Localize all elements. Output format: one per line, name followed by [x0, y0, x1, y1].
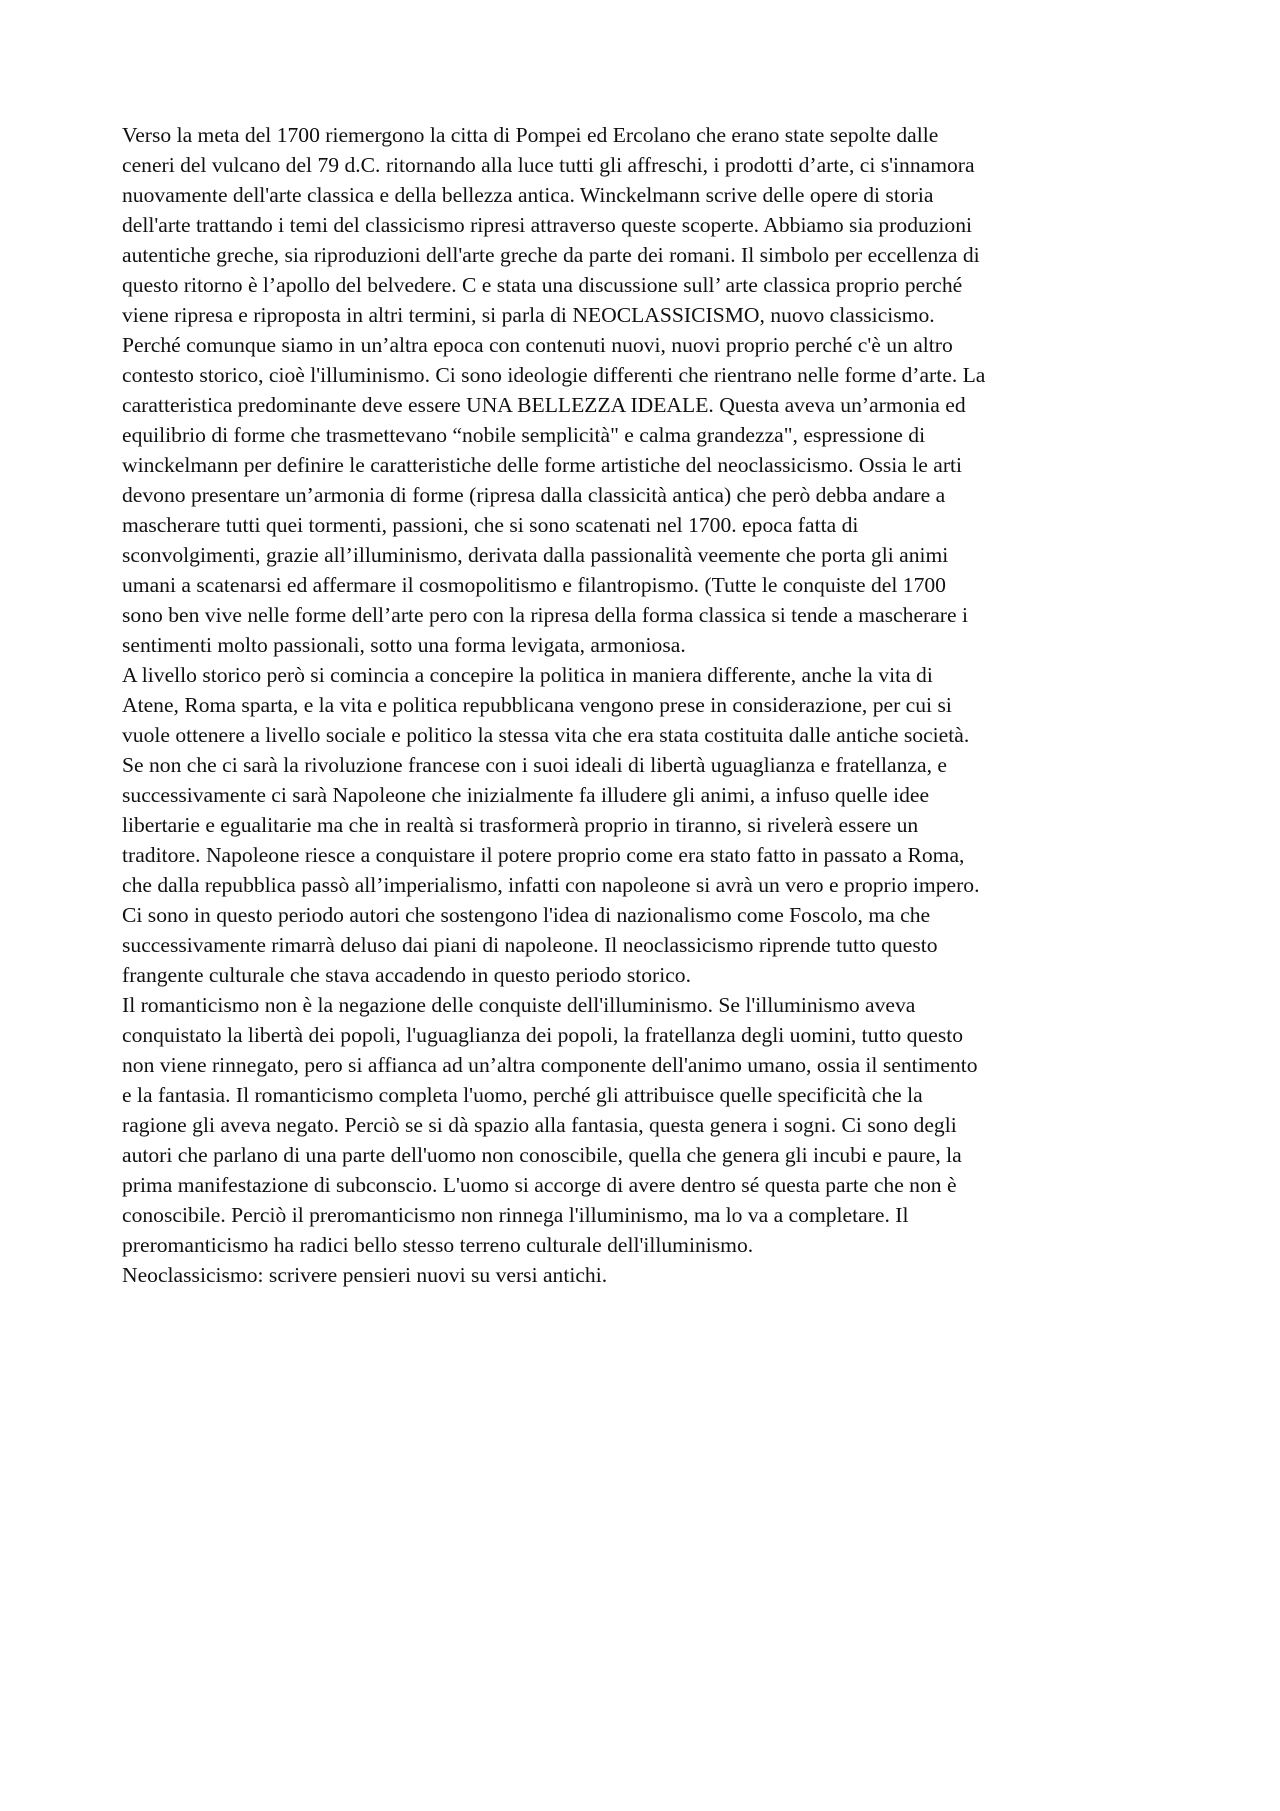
text-line: successivamente ci sarà Napoleone che inizialmente fa illudere gli animi, a infuso quelle idee — [122, 783, 930, 807]
text-line: e la fantasia. Il romanticismo completa l'uomo, perché gli attribuisce quelle specificità che la — [122, 1083, 923, 1107]
text-line: frangente culturale che stava accadendo in questo periodo storico. — [122, 963, 691, 987]
text-line: winckelmann per definire le caratteristiche delle forme artistiche del neoclassicismo. Ossia le arti — [122, 453, 963, 477]
text-line: Se non che ci sarà la rivoluzione francese con i suoi ideali di libertà uguaglianza e fratellanza, e — [122, 753, 947, 777]
text-line: Ci sono in questo periodo autori che sostengono l'idea di nazionalismo come Foscolo, ma che — [122, 903, 931, 927]
text-line: sconvolgimenti, grazie all’illuminismo, derivata dalla passionalità veemente che porta gli animi — [122, 543, 949, 567]
text-line: vuole ottenere a livello sociale e politico la stessa vita che era stata costituita dalle antiche società. — [122, 723, 970, 747]
text-line: sentimenti molto passionali, sotto una forma levigata, armoniosa. — [122, 633, 686, 657]
text-line: caratteristica predominante deve essere UNA BELLEZZA IDEALE. Questa aveva un’armonia ed — [122, 393, 966, 417]
text-line: umani a scatenarsi ed affermare il cosmopolitismo e filantropismo. (Tutte le conquiste del 1700 — [122, 573, 946, 597]
text-line: prima manifestazione di subconscio. L'uomo si accorge di avere dentro sé questa parte che non è — [122, 1173, 957, 1197]
text-line: Perché comunque siamo in un’altra epoca con contenuti nuovi, nuovi proprio perché c'è un altro — [122, 333, 953, 357]
text-line: Neoclassicismo: scrivere pensieri nuovi su versi antichi. — [122, 1263, 608, 1287]
text-line: autori che parlano di una parte dell'uomo non conoscibile, quella che genera gli incubi e paure, la — [122, 1143, 962, 1167]
text-line: equilibrio di forme che trasmettevano “nobile semplicità" e calma grandezza", espressione di — [122, 423, 926, 447]
text-line: libertarie e egualitarie ma che in realtà si trasformerà proprio in tiranno, si rivelerà essere un — [122, 813, 919, 837]
text-line: questo ritorno è l’apollo del belvedere. C e stata una discussione sull’ arte classica proprio perché — [122, 273, 963, 297]
text-line: devono presentare un’armonia di forme (ripresa dalla classicità antica) che però debba andare a — [122, 483, 946, 507]
text-line: sono ben vive nelle forme dell’arte pero con la ripresa della forma classica si tende a mascherare i — [122, 603, 968, 627]
text-line: conquistato la libertà dei popoli, l'uguaglianza dei popoli, la fratellanza degli uomini, tutto questo — [122, 1023, 964, 1047]
text-line: Il romanticismo non è la negazione delle conquiste dell'illuminismo. Se l'illuminismo aveva — [122, 993, 916, 1017]
text-line: Verso la meta del 1700 riemergono la citta di Pompei ed Ercolano che erano state sepolte dalle — [122, 123, 939, 147]
text-line: contesto storico, cioè l'illuminismo. Ci sono ideologie differenti che rientrano nelle forme d’arte. La — [122, 363, 986, 387]
text-line: ceneri del vulcano del 79 d.C. ritornando alla luce tutti gli affreschi, i prodotti d’arte, ci s'innamora — [122, 153, 975, 177]
text-line: ragione gli aveva negato. Perciò se si dà spazio alla fantasia, questa genera i sogni. Ci sono degli — [122, 1113, 957, 1137]
document-body — [122, 120, 1182, 1290]
text-line: Atene, Roma sparta, e la vita e politica repubblicana vengono prese in considerazione, per cui si — [122, 693, 952, 717]
text-line: mascherare tutti quei tormenti, passioni, che si sono scatenati nel 1700. epoca fatta di — [122, 513, 859, 537]
text-line: che dalla repubblica passò all’imperialismo, infatti con napoleone si avrà un vero e proprio impero. — [122, 873, 980, 897]
text-line: successivamente rimarrà deluso dai piani di napoleone. Il neoclassicismo riprende tutto questo — [122, 933, 938, 957]
text-line: conoscibile. Perciò il preromanticismo non rinnega l'illuminismo, ma lo va a completare. Il — [122, 1203, 909, 1227]
text-line: A livello storico però si comincia a concepire la politica in maniera differente, anche la vita di — [122, 663, 933, 687]
text-line: non viene rinnegato, pero si affianca ad un’altra componente dell'animo umano, ossia il sentimento — [122, 1053, 978, 1077]
text-line: preromanticismo ha radici bello stesso terreno culturale dell'illuminismo. — [122, 1233, 754, 1257]
text-line: viene ripresa e riproposta in altri termini, si parla di NEOCLASSICISMO, nuovo classicismo. — [122, 303, 935, 327]
text-line: dell'arte trattando i temi del classicismo ripresi attraverso queste scoperte. Abbiamo sia produzioni — [122, 213, 972, 237]
text-line: traditore. Napoleone riesce a conquistare il potere proprio come era stato fatto in passato a Roma, — [122, 843, 965, 867]
text-line: nuovamente dell'arte classica e della bellezza antica. Winckelmann scrive delle opere di storia — [122, 183, 934, 207]
text-line: autentiche greche, sia riproduzioni dell'arte greche da parte dei romani. Il simbolo per eccellenza di — [122, 243, 980, 267]
